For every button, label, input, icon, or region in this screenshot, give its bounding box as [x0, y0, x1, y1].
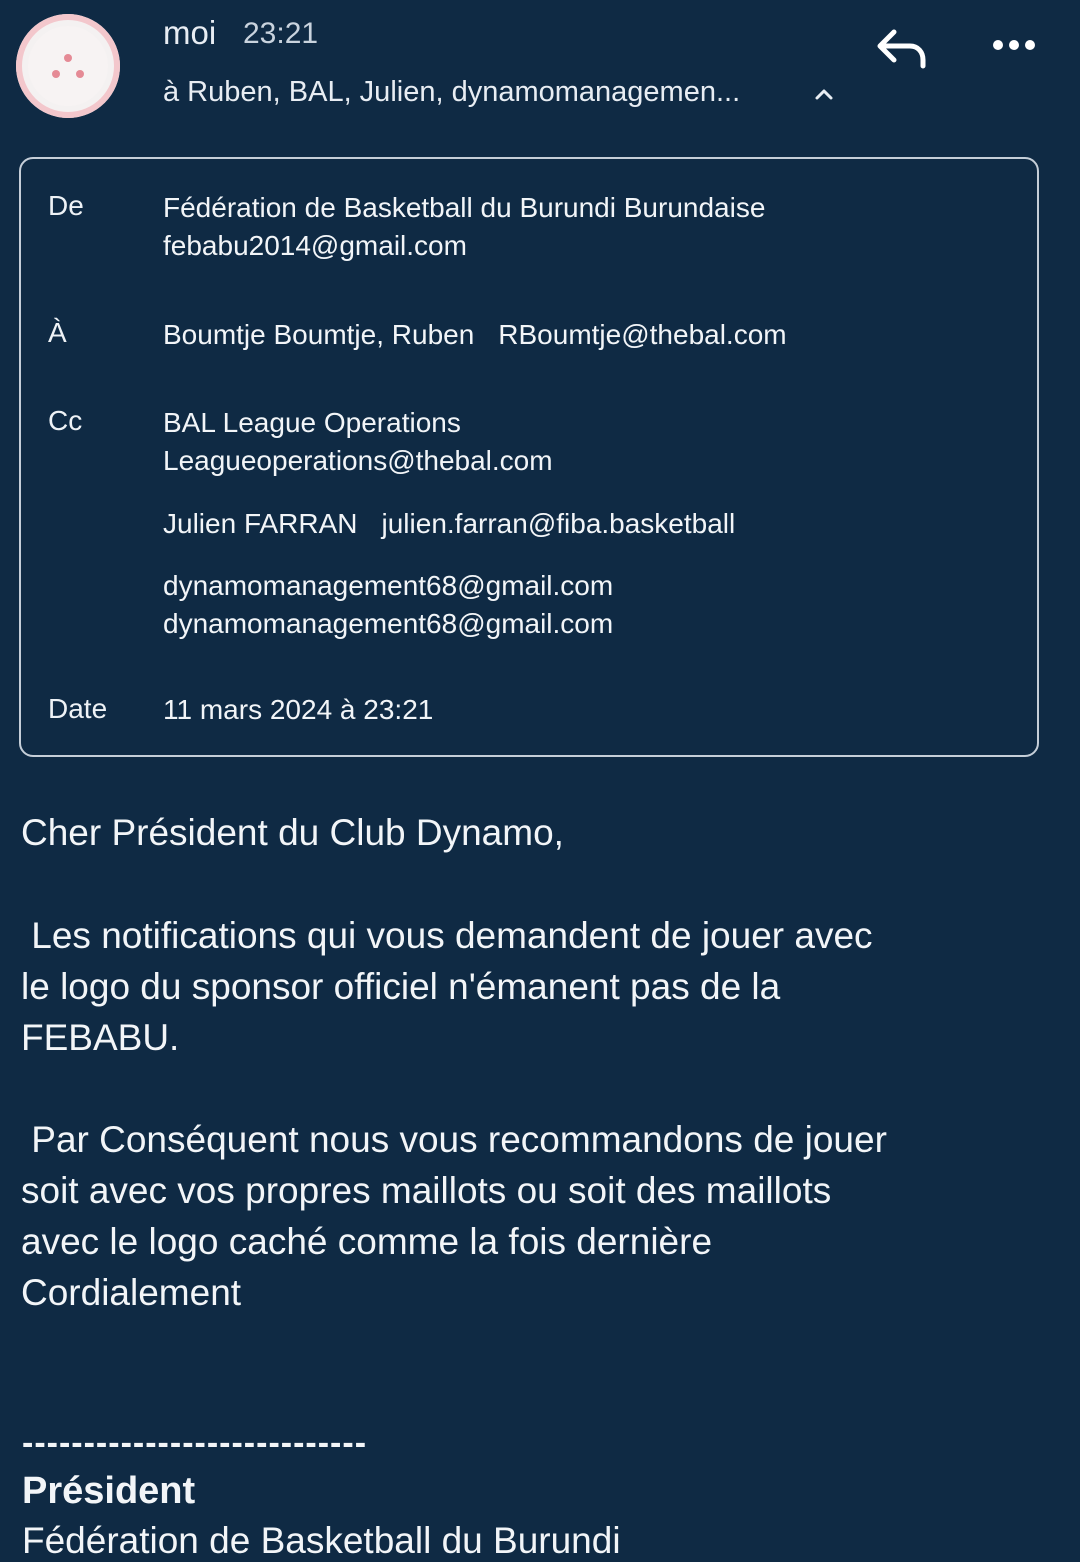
- from-email[interactable]: febabu2014@gmail.com: [163, 230, 467, 261]
- date-value: 11 mars 2024 à 23:21: [163, 694, 434, 725]
- cc-name-1[interactable]: BAL League Operations: [163, 407, 461, 438]
- cc-name-2: Julien FARRAN: [163, 508, 358, 539]
- recipients-summary[interactable]: à Ruben, BAL, Julien, dynamomanagemen...: [163, 76, 741, 108]
- cc-email-2: julien.farran@fiba.basketball: [381, 508, 736, 539]
- signature-title: Président: [22, 1470, 196, 1512]
- message-paragraph-2-line-1: Par Conséquent nous vous recommandons de jouer: [21, 1119, 887, 1160]
- date-label: Date: [48, 693, 108, 724]
- message-paragraph-1-line-2: le logo du sponsor officiel n'émanent pas de la: [21, 966, 781, 1007]
- message-greeting: Cher Président du Club Dynamo,: [21, 812, 564, 853]
- to-label: À: [48, 317, 67, 348]
- cc-email-3[interactable]: dynamomanagement68@gmail.com: [163, 608, 614, 639]
- to-email: RBoumtje@thebal.com: [498, 319, 787, 350]
- email-header: [0, 0, 1080, 140]
- sender-avatar[interactable]: [16, 14, 120, 118]
- more-options-icon[interactable]: [990, 30, 1038, 60]
- signature-organization: Fédération de Basketball du Burundi: [22, 1520, 621, 1561]
- from-name: Fédération de Basketball du Burundi Burundaise: [163, 192, 766, 223]
- message-paragraph-1-line-1: Les notifications qui vous demandent de jouer avec: [21, 915, 873, 956]
- message-paragraph-2-line-2: soit avec vos propres maillots ou soit des maillots: [21, 1170, 832, 1211]
- sent-time: 23:21: [243, 17, 319, 50]
- to-recipient[interactable]: [163, 316, 787, 354]
- cc-email-1[interactable]: Leagueoperations@thebal.com: [163, 445, 553, 476]
- from-label: De: [48, 190, 84, 221]
- cc-recipient-2[interactable]: [163, 505, 735, 543]
- avatar-icon: [16, 14, 120, 118]
- reply-icon[interactable]: [874, 24, 930, 72]
- cc-name-3[interactable]: dynamomanagement68@gmail.com: [163, 570, 614, 601]
- message-closing: Cordialement: [21, 1272, 242, 1313]
- to-name: Boumtje Boumtje, Ruben: [163, 319, 475, 350]
- chevron-up-icon[interactable]: [812, 82, 836, 106]
- message-paragraph-2-line-3: avec le logo caché comme la fois dernière: [21, 1221, 713, 1262]
- sender-name: moi: [163, 14, 217, 51]
- cc-label: Cc: [48, 405, 83, 436]
- signature-divider: ----------------------------: [22, 1424, 368, 1462]
- message-paragraph-1-line-3: FEBABU.: [21, 1017, 180, 1058]
